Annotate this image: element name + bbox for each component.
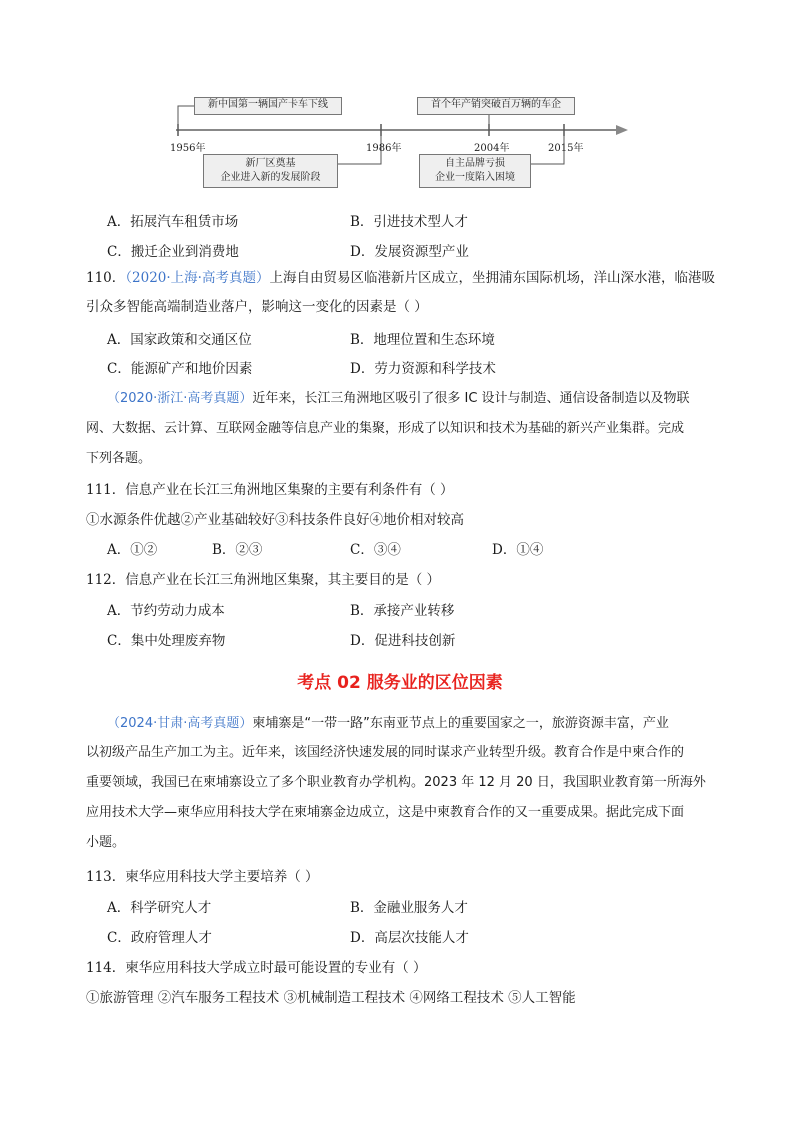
passage2-text-1: 柬埔寨是“一带一路”东南亚节点上的重要国家之一，旅游资源丰富，产业 — [252, 716, 669, 731]
passage1-line1 — [107, 389, 690, 409]
passage1-line3: 下列各题。 — [86, 451, 152, 466]
q111-option-c: C．③④ — [350, 542, 401, 558]
prev-option-c: C．搬迁企业到消费地 — [107, 244, 239, 260]
prev-option-b: B．引进技术型人才 — [350, 214, 468, 230]
q113-option-c: C．政府管理人才 — [107, 930, 212, 946]
q110-option-d: D．劳力资源和科学技术 — [350, 361, 496, 377]
timeline-year-1956: 1956年 — [170, 143, 206, 154]
timeline-event-1986-line1: 新厂区奠基 — [245, 158, 296, 169]
q110-line2: 引众多智能高端制造业落户，影响这一变化的因素是（ ） — [86, 299, 428, 315]
q113-stem: 113．柬华应用科技大学主要培养（ ） — [86, 869, 319, 885]
q112-stem: 112．信息产业在长江三角洲地区集聚，其主要目的是（ ） — [86, 572, 441, 588]
prev-option-d: D．发展资源型产业 — [350, 244, 469, 260]
timeline-event-1986 — [203, 154, 338, 188]
timeline-event-1986-line2: 企业进入新的发展阶段 — [220, 172, 321, 183]
q110-source: （2020·上海·高考真题） — [125, 270, 270, 286]
timeline-year-2015: 2015年 — [548, 143, 584, 154]
q111-conditions: ①水源条件优越②产业基础较好③科技条件良好④地价相对较高 — [86, 512, 464, 528]
timeline-event-2015-line2: 企业一度陷入困境 — [435, 172, 515, 183]
q112-option-b: B．承接产业转移 — [350, 603, 455, 619]
q113-option-a: A．科学研究人才 — [107, 900, 212, 916]
q111-option-b: B．②③ — [212, 542, 263, 558]
timeline-event-2004: 首个年产销突破百万辆的车企 — [417, 97, 575, 115]
q112-option-c: C．集中处理废弃物 — [107, 633, 226, 649]
q111-option-d: D．①④ — [492, 542, 544, 558]
timeline-year-1986: 1986年 — [366, 143, 402, 154]
q110-line1 — [86, 268, 715, 288]
q114-majors: ①旅游管理 ②汽车服务工程技术 ③机械制造工程技术 ④网络工程技术 ⑤人工智能 — [86, 990, 576, 1006]
passage2-line4: 应用技术大学—柬华应用科技大学在柬埔寨金边成立，这是中柬教育合作的又一重要成果。据此完成下面 — [86, 805, 685, 820]
timeline-figure — [170, 86, 630, 192]
timeline-event-2015 — [419, 154, 531, 188]
q113-option-b: B．金融业服务人才 — [350, 900, 468, 916]
passage2-line3: 重要领域，我国已在柬埔寨设立了多个职业教育办学机构。2023 年 12 月 20 日，我国职业教育第一所海外 — [86, 775, 706, 790]
q112-option-a: A．节约劳动力成本 — [107, 603, 225, 619]
timeline-event-2015-line1: 自主品牌亏损 — [445, 158, 505, 169]
passage2-line1 — [107, 714, 669, 734]
timeline-event-1956: 新中国第一辆国产卡车下线 — [194, 97, 342, 115]
q111-stem: 111．信息产业在长江三角洲地区集聚的主要有利条件有（ ） — [86, 482, 454, 498]
passage2-line5: 小题。 — [86, 835, 126, 850]
q113-option-d: D．高层次技能人才 — [350, 930, 469, 946]
q112-option-d: D．促进科技创新 — [350, 633, 456, 649]
q111-option-a: A．①② — [107, 542, 158, 558]
q110-option-c: C．能源矿产和地价因素 — [107, 361, 253, 377]
passage1-source: （2020·浙江·高考真题） — [107, 391, 253, 406]
passage1-text-1: 近年来，长江三角洲地区吸引了很多 IC 设计与制造、通信设备制造以及物联 — [252, 391, 690, 406]
passage2-line2: 以初级产品生产加工为主。近年来，该国经济快速发展的同时谋求产业转型升级。教育合作是中柬合作的 — [86, 745, 685, 760]
timeline-year-2004: 2004年 — [474, 143, 510, 154]
q110-stem-1: 上海自由贸易区临港新片区成立，坐拥浦东国际机场，洋山深水港，临港吸 — [269, 270, 715, 286]
section-title: 考点 02 服务业的区位因素 — [297, 673, 503, 693]
q110-option-a: A．国家政策和交通区位 — [107, 332, 252, 348]
passage1-line2: 网、大数据、云计算、互联网金融等信息产业的集聚，形成了以知识和技术为基础的新兴产业集群。完成 — [86, 421, 685, 436]
passage2-source: （2024·甘肃·高考真题） — [107, 716, 253, 731]
q114-stem: 114．柬华应用科技大学成立时最可能设置的专业有（ ） — [86, 960, 427, 976]
prev-option-a: A．拓展汽车租赁市场 — [107, 214, 239, 230]
q110-number: 110． — [86, 270, 126, 286]
q110-option-b: B．地理位置和生态环境 — [350, 332, 495, 348]
